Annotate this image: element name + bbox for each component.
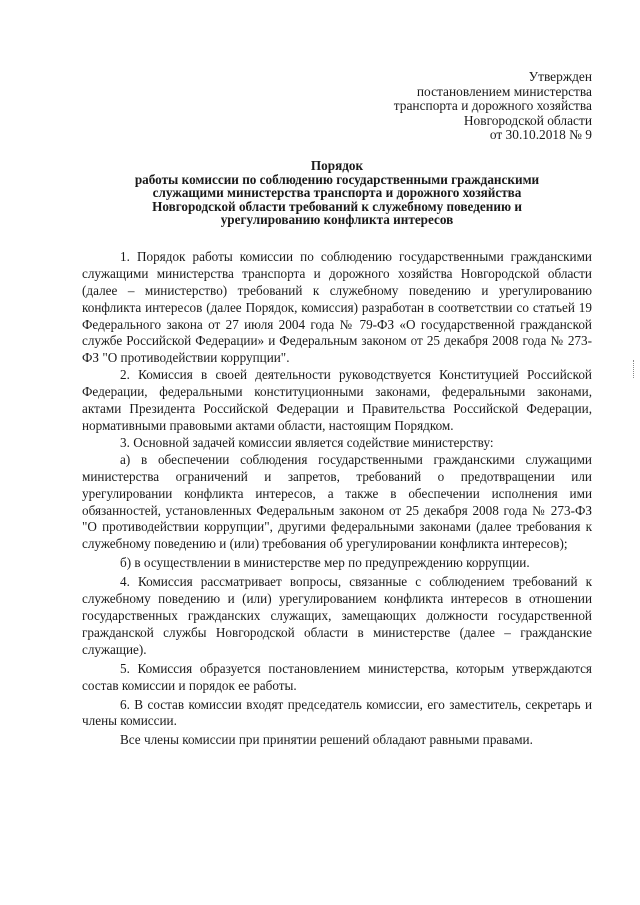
paragraph-3a: а) в обеспечении соблюдения государственными гражданскими служащими министерства ограничений и запретов, требований о предотвращении или урегулировании конфликта интересов, а также в обеспечении исполнения ими обязанностей, установленных Федеральным законом от 25 декабря 2008 года № 273-ФЗ "О противодействии коррупции", другими федеральными законами (далее требования к служебному поведению и (или) требования об урегулировании конфликта интересов);: [82, 451, 592, 552]
title-line: служащими министерства транспорта и дорожного хозяйства: [152, 185, 522, 201]
scan-edge-mark: [633, 360, 636, 378]
paragraph-6: 6. В состав комиссии входят председатель комиссии, его заместитель, секретарь и члены комиссии.: [82, 696, 592, 729]
paragraph-1: 1. Порядок работы комиссии по соблюдению государственными гражданскими служащими министерства транспорта и дорожного хозяйства Новгородской области (далее – министерство) требований к служебному поведению и урегулированию конфликта интересов (далее Порядок, комиссия) разработан в соответствии со статьей 19 Федерального закона от 27 июля 2004 года № 79-ФЗ «О государственной гражданской службе Российской Федерации» и Федеральным законом от 25 декабря 2008 года № 273-ФЗ "О противодействии коррупции".: [82, 248, 592, 366]
approval-line: транспорта и дорожного хозяйства: [393, 98, 592, 114]
approval-line: от 30.10.2018 № 9: [489, 127, 592, 143]
title-line: урегулированию конфликта интересов: [220, 212, 454, 228]
document-body: [82, 249, 592, 749]
approval-stamp: [82, 70, 592, 143]
title-heading: Порядок: [310, 157, 364, 173]
title-line: Новгородской области требований к служебному поведению и: [152, 198, 522, 214]
paragraph-3b: б) в осуществлении в министерстве мер по предупреждению коррупции.: [120, 555, 530, 571]
paragraph-4: 4. Комиссия рассматривает вопросы, связанные с соблюдением требований к служебному поведению и (или) урегулированием конфликта интересов в отношении государственных гражданских служащих, замещающих должности государственной гражданской службы Новгородской области в министерстве (далее – гражданские служащие).: [82, 574, 592, 657]
paragraph-2: 2. Комиссия в своей деятельности руководствуется Конституцией Российской Федерации, федеральными конституционными законами, федеральными законами, актами Президента Российской Федерации и Правительства Российской Федерации, нормативными правовыми актами области, настоящим Порядком.: [82, 367, 592, 433]
paragraph-5: 5. Комиссия образуется постановлением министерства, которым утверждаются состав комиссии и порядок ее работы.: [82, 660, 592, 693]
paragraph-3: 3. Основной задачей комиссии является содействие министерству:: [120, 434, 494, 450]
approval-line: постановлением министерства: [416, 83, 592, 99]
approval-line: Новгородской области: [463, 112, 592, 128]
approval-line: Утвержден: [528, 69, 592, 84]
paragraph-members: Все члены комиссии при принятии решений обладают равными правами.: [120, 732, 533, 748]
document-title: [82, 159, 592, 227]
title-line: работы комиссии по соблюдению государственными гражданскими: [134, 171, 540, 187]
